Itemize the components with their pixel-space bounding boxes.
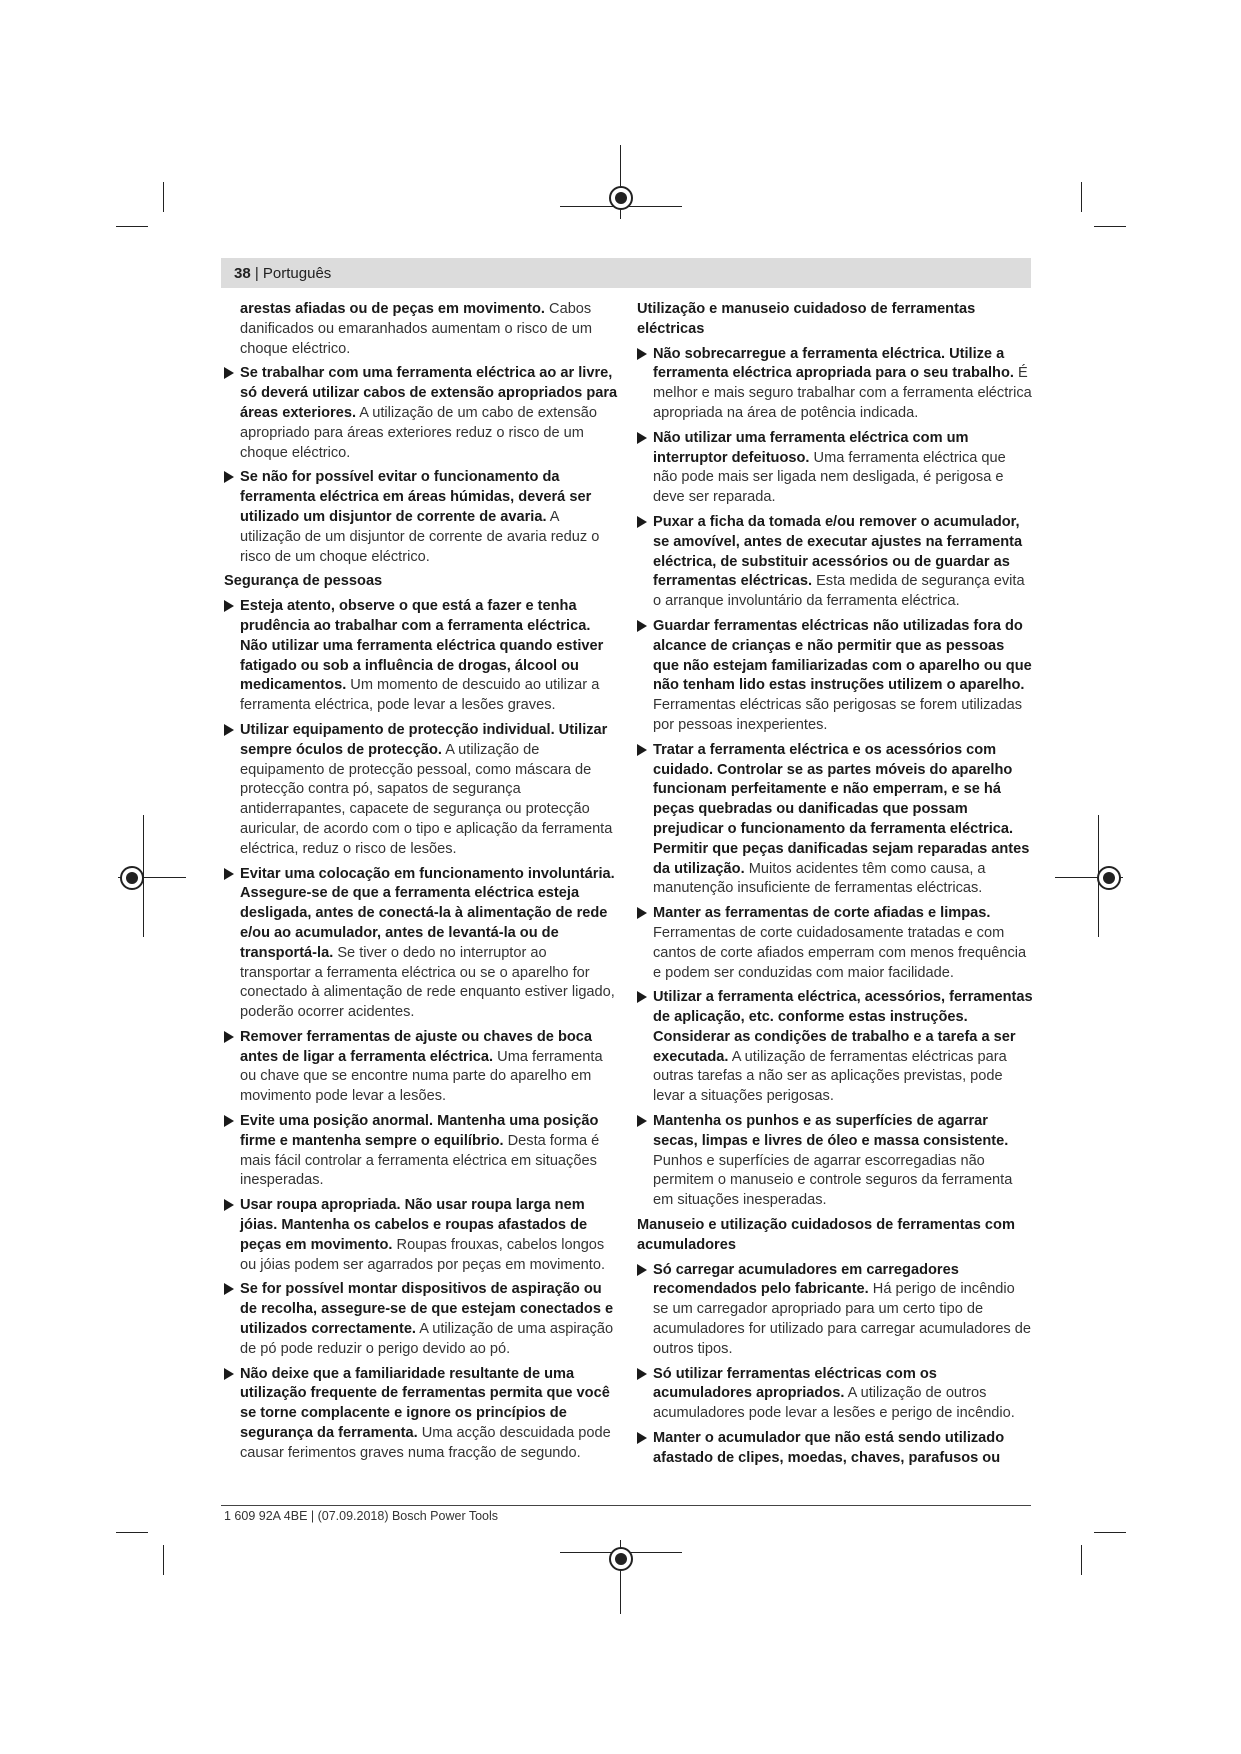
bullet-arrow-icon — [637, 432, 647, 444]
registration-target-icon — [609, 1547, 633, 1571]
list-item: Mantenha os punhos e as superfícies de agarrar secas, limpas e livres de óleo e massa consistente. Punhos e superfícies de agarrar escorregadias não permitem o manuseio e controle seguros da ferramenta em situações inesperadas. — [637, 1112, 1033, 1211]
list-item: Guardar ferramentas eléctricas não utilizadas fora do alcance de crianças e não permitir que as pessoas que não estejam familiarizadas com o aparelho ou que não tenham lido estas instruções utilizem o aparelho. Ferramentas eléctricas são perigosas se forem utilizadas por pessoas inexperientes. — [637, 617, 1033, 736]
list-item: Remover ferramentas de ajuste ou chaves de boca antes de ligar a ferramenta eléctrica. Uma ferramenta ou chave que se encontre numa parte do aparelho em movimento pode levar a lesões. — [224, 1028, 620, 1107]
crop-mark — [116, 1532, 148, 1533]
page-footer: 1 609 92A 4BE | (07.09.2018) Bosch Power Tools — [224, 1509, 499, 1523]
bullet-arrow-icon — [224, 1199, 234, 1211]
page-header-band — [221, 258, 1031, 288]
list-item: Puxar a ficha da tomada e/ou remover o acumulador, se amovível, antes de executar ajustes na ferramenta eléctrica, de substituir acessórios ou de guardar as ferramentas eléctricas. Esta medida de segurança evita o arranque involuntário da ferramenta eléctrica. — [637, 513, 1033, 612]
bullet-arrow-icon — [637, 744, 647, 756]
page-number: 38 — [234, 265, 251, 282]
continued-paragraph: arestas afiadas ou de peças em movimento. Cabos danificados ou emaranhados aumentam o risco de um choque eléctrico. — [240, 301, 593, 357]
bullet-arrow-icon — [637, 907, 647, 919]
list-item: Tratar a ferramenta eléctrica e os acessórios com cuidado. Controlar se as partes móveis do aparelho funcionam perfeitamente e não emperram, e se há peças quebradas ou danificadas que possam prejudicar o funcionamento da ferramenta eléctrica. Permitir que peças danificadas sejam reparadas antes da utilização. Muitos acidentes têm como causa, a manutenção insuficiente de ferramentas eléctricas. — [637, 741, 1033, 899]
bullet-arrow-icon — [637, 516, 647, 528]
section-heading: Utilização e manuseio cuidadoso de ferramentas eléctricas — [637, 301, 976, 337]
list-item: Evite uma posição anormal. Mantenha uma posição firme e mantenha sempre o equilíbrio. Desta forma é mais fácil controlar a ferramenta eléctrica em situações inesperadas. — [224, 1112, 620, 1191]
list-item: Evitar uma colocação em funcionamento involuntária. Assegure-se de que a ferramenta eléctrica esteja desligada, antes de conectá-la à alimentação de rede e/ou ao acumulador, antes de levantá-la ou de transportá-la. Se tiver o dedo no interruptor ao transportar a ferramenta eléctrica ou se o aparelho for conectado à alimentação de rede enquanto estiver ligado, poderão ocorrer acidentes. — [224, 865, 620, 1023]
bullet-arrow-icon — [637, 1115, 647, 1127]
bullet-arrow-icon — [637, 1264, 647, 1276]
bullet-arrow-icon — [224, 367, 234, 379]
list-item: Se trabalhar com uma ferramenta eléctrica ao ar livre, só deverá utilizar cabos de extensão apropriados para áreas exteriores. A utilização de um cabo de extensão apropriado para áreas exteriores reduz o risco de um choque eléctrico. — [224, 364, 620, 463]
bullet-arrow-icon — [224, 1283, 234, 1295]
bullet-arrow-icon — [637, 348, 647, 360]
crop-mark — [163, 182, 164, 212]
crop-mark — [163, 1545, 164, 1575]
bullet-arrow-icon — [637, 1432, 647, 1444]
list-item: Utilizar equipamento de protecção individual. Utilizar sempre óculos de protecção. A utilização de equipamento de protecção pessoal, como máscara de protecção contra pó, sapatos de segurança antiderrapantes, capacete de segurança ou protecção auricular, de acordo com o tipo e aplicação da ferramenta eléctrica, reduz o risco de lesões. — [224, 721, 620, 860]
list-item: Não utilizar uma ferramenta eléctrica com um interruptor defeituoso. Uma ferramenta eléctrica que não pode mais ser ligada nem desligada, é perigosa e deve ser reparada. — [637, 429, 1033, 508]
crop-mark — [1094, 1532, 1126, 1533]
bullet-arrow-icon — [224, 471, 234, 483]
header-separator: | — [250, 265, 263, 282]
bullet-arrow-icon — [224, 1115, 234, 1127]
registration-target-icon — [120, 866, 144, 890]
list-item: Se for possível montar dispositivos de aspiração ou de recolha, assegure-se de que estejam conectados e utilizados correctamente. A utilização de uma aspiração de pó pode reduzir o perigo devido ao pó. — [224, 1280, 620, 1359]
left-column — [224, 300, 620, 1469]
list-item: Manter o acumulador que não está sendo utilizado afastado de clipes, moedas, chaves, parafusos ou — [637, 1429, 1033, 1469]
list-item: Manter as ferramentas de corte afiadas e limpas. Ferramentas de corte cuidadosamente tratadas e com cantos de corte afiados emperram com menos frequência e podem ser conduzidas com maior facilidade. — [637, 904, 1033, 983]
right-column — [637, 300, 1033, 1474]
crop-mark — [1094, 226, 1126, 227]
list-item: Usar roupa apropriada. Não usar roupa larga nem jóias. Mantenha os cabelos e roupas afastados de peças em movimento. Roupas frouxas, cabelos longos ou jóias podem ser agarrados por peças em movimento. — [224, 1196, 620, 1275]
crop-mark — [116, 226, 148, 227]
page-header — [234, 265, 331, 283]
bullet-arrow-icon — [637, 620, 647, 632]
list-item: Não deixe que a familiaridade resultante de uma utilização frequente de ferramentas permita que você se torne complacente e ignore os princípios de segurança da ferramenta. Uma acção descuidada pode causar ferimentos graves numa fracção de segundo. — [224, 1365, 620, 1464]
list-item: Esteja atento, observe o que está a fazer e tenha prudência ao trabalhar com a ferramenta eléctrica. Não utilizar uma ferramenta eléctrica quando estiver fatigado ou sob a influência de drogas, álcool ou medicamentos. Um momento de descuido ao utilizar a ferramenta eléctrica, pode levar a lesões graves. — [224, 597, 620, 716]
bullet-arrow-icon — [637, 1368, 647, 1380]
list-item: Só utilizar ferramentas eléctricas com os acumuladores apropriados. A utilização de outros acumuladores pode levar a lesões e perigo de incêndio. — [637, 1365, 1033, 1424]
registration-target-icon — [1097, 866, 1121, 890]
crop-mark — [1081, 182, 1082, 212]
bullet-arrow-icon — [224, 600, 234, 612]
bullet-arrow-icon — [224, 724, 234, 736]
list-item: Não sobrecarregue a ferramenta eléctrica. Utilize a ferramenta eléctrica apropriada para o seu trabalho. É melhor e mais seguro trabalhar com a ferramenta eléctrica apropriada na área de potência indicada. — [637, 345, 1033, 424]
footer-rule — [221, 1505, 1031, 1506]
section-heading: Manuseio e utilização cuidadosos de ferramentas com acumuladores — [637, 1217, 1015, 1253]
list-item: Utilizar a ferramenta eléctrica, acessórios, ferramentas de aplicação, etc. conforme estas instruções. Considerar as condições de trabalho e a tarefa a ser executada. A utilização de ferramentas eléctricas para outras tarefas a não ser as aplicações previstas, pode levar a situações perigosas. — [637, 988, 1033, 1107]
section-heading: Segurança de pessoas — [224, 573, 383, 590]
crop-mark — [1081, 1545, 1082, 1575]
bullet-arrow-icon — [637, 991, 647, 1003]
header-language: Português — [262, 265, 332, 282]
bullet-arrow-icon — [224, 868, 234, 880]
bullet-arrow-icon — [224, 1368, 234, 1380]
list-item: Só carregar acumuladores em carregadores recomendados pelo fabricante. Há perigo de incêndio se um carregador apropriado para um certo tipo de acumuladores for utilizado para carregar acumuladores de outros tipos. — [637, 1261, 1033, 1360]
list-item: Se não for possível evitar o funcionamento da ferramenta eléctrica em áreas húmidas, deverá ser utilizado um disjuntor de corrente de avaria. A utilização de um disjuntor de corrente de avaria reduz o risco de um choque eléctrico. — [224, 468, 620, 567]
bullet-arrow-icon — [224, 1031, 234, 1043]
registration-target-icon — [609, 186, 633, 210]
